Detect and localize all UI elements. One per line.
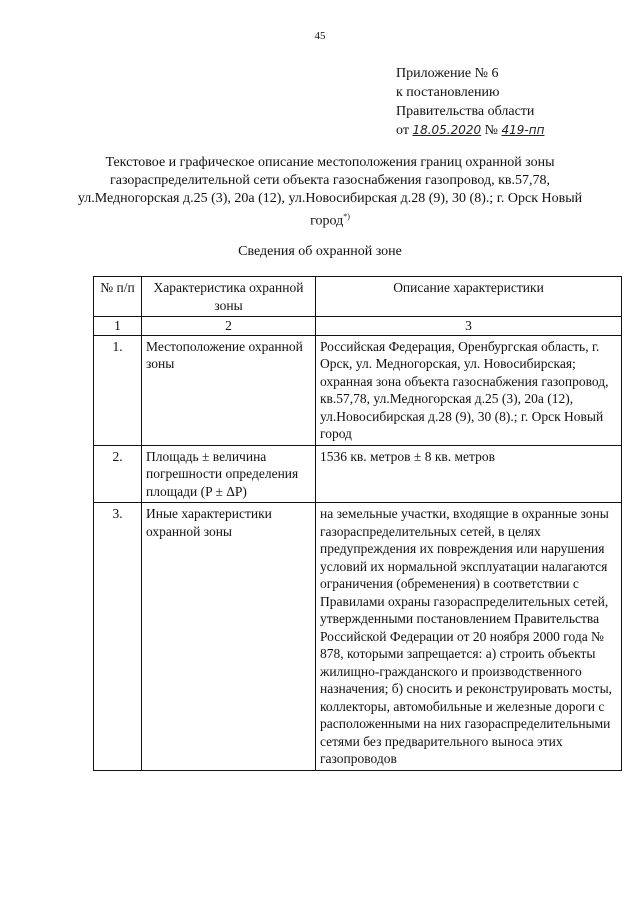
page-number: 45 — [314, 30, 326, 42]
index-cell: 2 — [142, 317, 316, 336]
table-row — [94, 445, 622, 503]
table-index-row — [94, 317, 622, 336]
row-characteristic: Площадь ± величина погрешности определения площади (P ± ΔP) — [142, 445, 316, 503]
row-characteristic: Иные характеристики охранной зоны — [142, 503, 316, 771]
table-header-row — [94, 277, 622, 317]
row-number: 2. — [94, 445, 142, 503]
row-description: 1536 кв. метров ± 8 кв. метров — [316, 445, 622, 503]
row-characteristic: Местоположение охранной зоны — [142, 335, 316, 445]
header-number: № п/п — [94, 277, 142, 317]
appendix-line-3: Правительства области — [396, 104, 535, 119]
zone-info-table — [93, 276, 622, 771]
section-subtitle: Сведения об охранной зоне — [238, 244, 402, 259]
title-footnote: *) — [343, 212, 350, 221]
appendix-date-line — [396, 121, 544, 140]
handwritten-number: 419-пп — [501, 123, 545, 137]
document-title — [60, 154, 600, 231]
index-cell: 1 — [94, 317, 142, 336]
index-cell: 3 — [316, 317, 622, 336]
header-description: Описание характеристики — [316, 277, 622, 317]
table-row — [94, 503, 622, 771]
header-characteristic: Характеристика охранной зоны — [142, 277, 316, 317]
row-description: Российская Федерация, Оренбургская область, г. Орск, ул. Медногорская, ул. Новосибирская; охранная зона объекта газоснабжения газопровод, кв.57,78, ул.Медногорская д.25 (3), 20а (12), ул.Новосибирская д.28 (9), 30 (8).; г. Орск Новый город — [316, 335, 622, 445]
date-prefix: от — [396, 123, 409, 138]
title-text: Текстовое и графическое описание местоположения границ охранной зоны газораспределительной сети объекта газоснабжения газопровод, кв.57,78, ул.Медногорская д.25 (3), 20а (12), ул.Новосибирская д.28 (9), 30 (8).; г. Орск Новый город — [77, 155, 583, 229]
appendix-line-2: к постановлению — [396, 85, 500, 100]
appendix-block — [396, 64, 544, 140]
number-prefix: № — [484, 123, 499, 138]
appendix-title: Приложение № 6 — [396, 66, 499, 81]
row-number: 1. — [94, 335, 142, 445]
table-row — [94, 335, 622, 445]
row-number: 3. — [94, 503, 142, 771]
handwritten-date: 18.05.2020 — [412, 123, 482, 137]
row-description: на земельные участки, входящие в охранные зоны газораспределительных сетей, в целях предупреждения их повреждения или нарушения условий их нормальной эксплуатации налагаются ограничения (обременения) в соответствии с Правилами охраны газораспределительных сетей, утвержденными постановлением Правительства Российской Федерации от 20 ноября 2000 года № 878, которыми запрещается: а) строить объекты жилищно-гражданского и производственного назначения; б) сносить и реконструировать мосты, коллекторы, автомобильные и железные дороги с расположенными на них газораспределительными сетями без предварительного выноса этих газопроводов — [316, 503, 622, 771]
